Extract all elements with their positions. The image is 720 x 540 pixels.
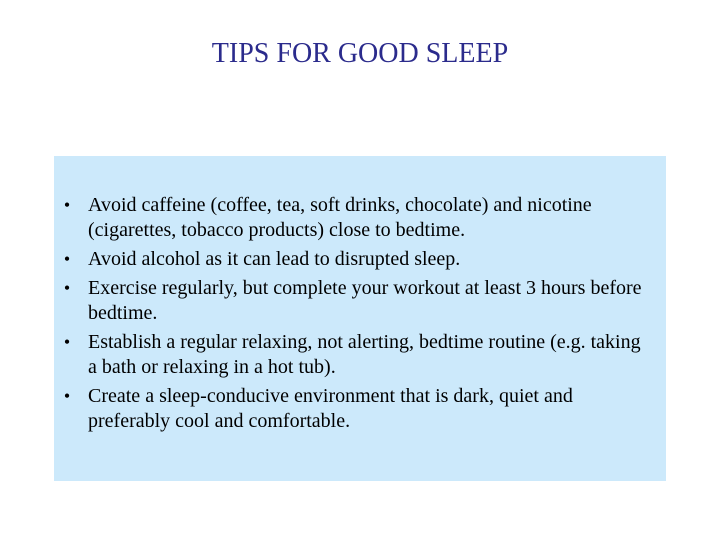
tip-text: Create a sleep-conducive environment that is dark, quiet and preferably cool and comfortable.	[88, 385, 573, 432]
bullet-icon: •	[63, 195, 71, 215]
tip-text: Establish a regular relaxing, not alerting, bedtime routine (e.g. taking a bath or relaxing in a hot tub).	[88, 331, 641, 378]
tip-item	[54, 276, 666, 326]
tips-box	[54, 156, 666, 481]
tip-item	[54, 330, 666, 380]
bullet-icon: •	[63, 278, 71, 298]
tips-list	[54, 193, 666, 438]
tip-text: Avoid alcohol as it can lead to disrupted sleep.	[88, 248, 461, 270]
slide-title: TIPS FOR GOOD SLEEP	[211, 38, 509, 69]
tip-item	[54, 384, 666, 434]
bullet-icon: •	[63, 386, 71, 406]
tip-text: Avoid caffeine (coffee, tea, soft drinks, chocolate) and nicotine (cigarettes, tobacco products) close to bedtime.	[88, 194, 592, 241]
tip-item	[54, 247, 666, 272]
bullet-icon: •	[63, 332, 71, 352]
bullet-icon: •	[63, 249, 71, 269]
tip-text: Exercise regularly, but complete your workout at least 3 hours before bedtime.	[88, 277, 642, 324]
tip-item	[54, 193, 666, 243]
